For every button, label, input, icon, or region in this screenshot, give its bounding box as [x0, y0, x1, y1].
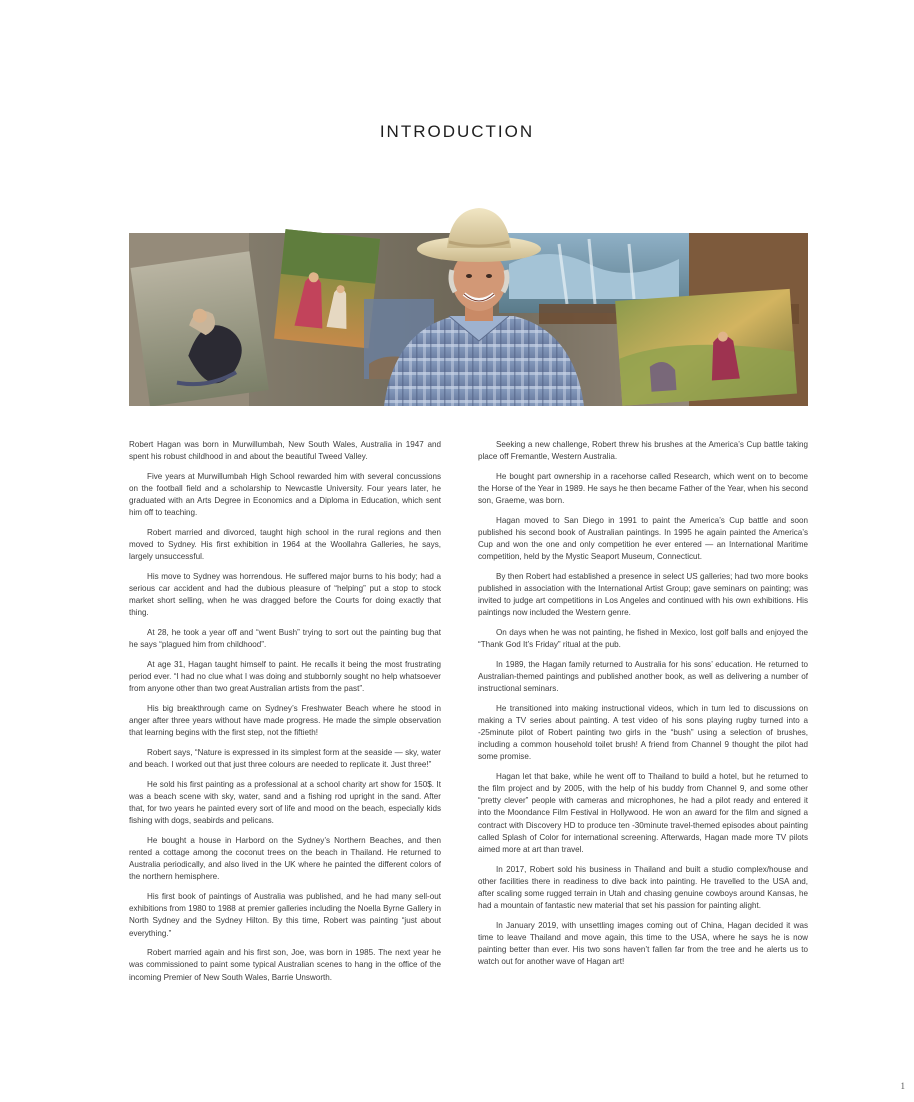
- paragraph: In 2017, Robert sold his business in Thailand and built a studio complex/house and other facilities there in readiness to dive back into painting. He travelled to the USA and, after scaling some rugged terrain in Utah and chasing genuine cowboys around Kansas, he had a mountain of fantastic new material that set his passion for painting alight.: [478, 864, 808, 910]
- paragraph: Hagan moved to San Diego in 1991 to paint the America’s Cup battle and soon published his second book of Australian paintings. In 1995 he again painted the America’s Cup and won the one and only competition he ever entered — an International Maritime competition, held by the Mystic Seaport Museum, Connecticut.: [478, 516, 808, 562]
- paragraph: Five years at Murwillumbah High School rewarded him with several concussions on the football field and a scholarship to Newcastle University. Four years later, he graduated with an Arts Degree in Economics and a Diploma in Education, which sent him off to teaching.: [129, 471, 441, 518]
- artist-studio-photo: [129, 204, 808, 406]
- paragraph: In January 2019, with unsettling images coming out of China, Hagan decided it was time to leave Thailand and move again, this time to the USA, where he says he is now painting better than ever. His two sons haven’t fallen far from the tree and he alerts us to watch out for another wave of Hagan art!: [478, 920, 808, 966]
- right-column: [478, 439, 808, 976]
- paragraph: He sold his first painting as a professional at a school charity art show for 150$. It was a beach scene with sky, water, sand and a fishing rod upright in the sand. After that, for two years he painted every sort of life and mood on the beach, especially kids fishing with dogs, seabirds and pelicans.: [129, 780, 441, 826]
- paragraph: Robert says, “Nature is expressed in its simplest form at the seaside — sky, water and beach. I worked out that just three colours are needed to replicate it. Just three!”: [129, 748, 441, 770]
- paragraph: Seeking a new challenge, Robert threw his brushes at the America’s Cup battle taking place off Fremantle, Western Australia.: [478, 440, 808, 462]
- page-title: INTRODUCTION: [379, 122, 535, 141]
- paragraph: His first book of paintings of Australia was published, and he had many sell-out exhibitions from 1980 to 1988 at premier galleries including the Noella Byrne Gallery in North Sydney and the Sydney Hilton. By this time, Robert was painting “just about everything.”: [129, 892, 441, 938]
- hero-photo: [129, 204, 808, 406]
- paragraph: He bought a house in Harbord on the Sydney’s Northern Beaches, and then rented a cottage among the coconut trees on the beach in Thailand. He returned to Australia periodically, and also lived in the UK where he painted the different colors of the northern hemisphere.: [129, 836, 441, 882]
- left-column: [129, 439, 441, 991]
- paragraph: He transitioned into making instructional videos, which in turn led to discussions on making a TV series about painting. A test video of his sons playing rugby turned into a -25minute pilot of Robert painting two girls in the “bush” using a selection of brushes, including a common household toilet brush! A friend from Channel 9 thought the pilot had some promise.: [478, 704, 808, 762]
- paragraph: Robert married again and his first son, Joe, was born in 1985. The next year he was commissioned to paint some typical Australian scenes to hang in the office of the incoming Premier of New South Wales, Barrie Unsworth.: [129, 948, 441, 982]
- paragraph: At age 31, Hagan taught himself to paint. He recalls it being the most frustrating period ever. “I had no clue what I was doing and stubbornly sought no help whatsoever from anyone other than two great Australian artists from the past”.: [129, 660, 441, 694]
- paragraph: In 1989, the Hagan family returned to Australia for his sons’ education. He returned to Australian-themed paintings and published another book, as well as delivering a number of instructional seminars.: [478, 660, 808, 694]
- paragraph: His move to Sydney was horrendous. He suffered major burns to his body; had a serious car accident and had the dubious pleasure of “helping” put a stop to stock market short selling, when he was dragged before the Courts for doing exactly that thing.: [129, 572, 441, 618]
- paragraph: His big breakthrough came on Sydney’s Freshwater Beach where he stood in anger after three years without have made progress. He made the simple observation that learning begins with the first step, not the fiftieth!: [129, 704, 441, 738]
- paragraph: Hagan let that bake, while he went off to Thailand to build a hotel, but he returned to the film project and by 2005, with the help of his buddy from Channel 9, and some other “pretty clever” people with cameras and microphones, he had a pilot ready and entered it into the Moondance Film Festival in Hollywood. He won an award for the film and signed a contract with Discovery HD to produce ten -30minute travel-themed episodes about painting called Splash of Color for international screening. Afterwards, Hagan made more TV pilots aimed more at art than travel.: [478, 772, 808, 854]
- paragraph: By then Robert had established a presence in select US galleries; had two more books published in association with the International Artist Group; gave seminars on painting; was invited to judge art competitions in Los Angeles and continued with his own exhibitions. His paintings now included the Western genre.: [478, 572, 808, 618]
- paragraph: Robert married and divorced, taught high school in the rural regions and then moved to Sydney. His first exhibition in 1964 at the Woollahra Galleries, he says, largely unsuccessful.: [129, 528, 441, 562]
- paragraph: At 28, he took a year off and “went Bush” trying to sort out the painting bug that he says “plagued him from childhood”.: [129, 628, 441, 650]
- paragraph: He bought part ownership in a racehorse called Research, which went on to become the Horse of the Year in 1989. He says he then became Father of the Year, when his second son, Graeme, was born.: [478, 471, 808, 506]
- paragraph: On days when he was not painting, he fished in Mexico, lost golf balls and enjoyed the “Thank God It’s Friday” ritual at the pub.: [478, 628, 808, 650]
- paragraph: Robert Hagan was born in Murwillumbah, New South Wales, Australia in 1947 and spent his robust childhood in and about the beautiful Tweed Valley.: [129, 440, 441, 462]
- page-number: 1: [900, 1081, 905, 1091]
